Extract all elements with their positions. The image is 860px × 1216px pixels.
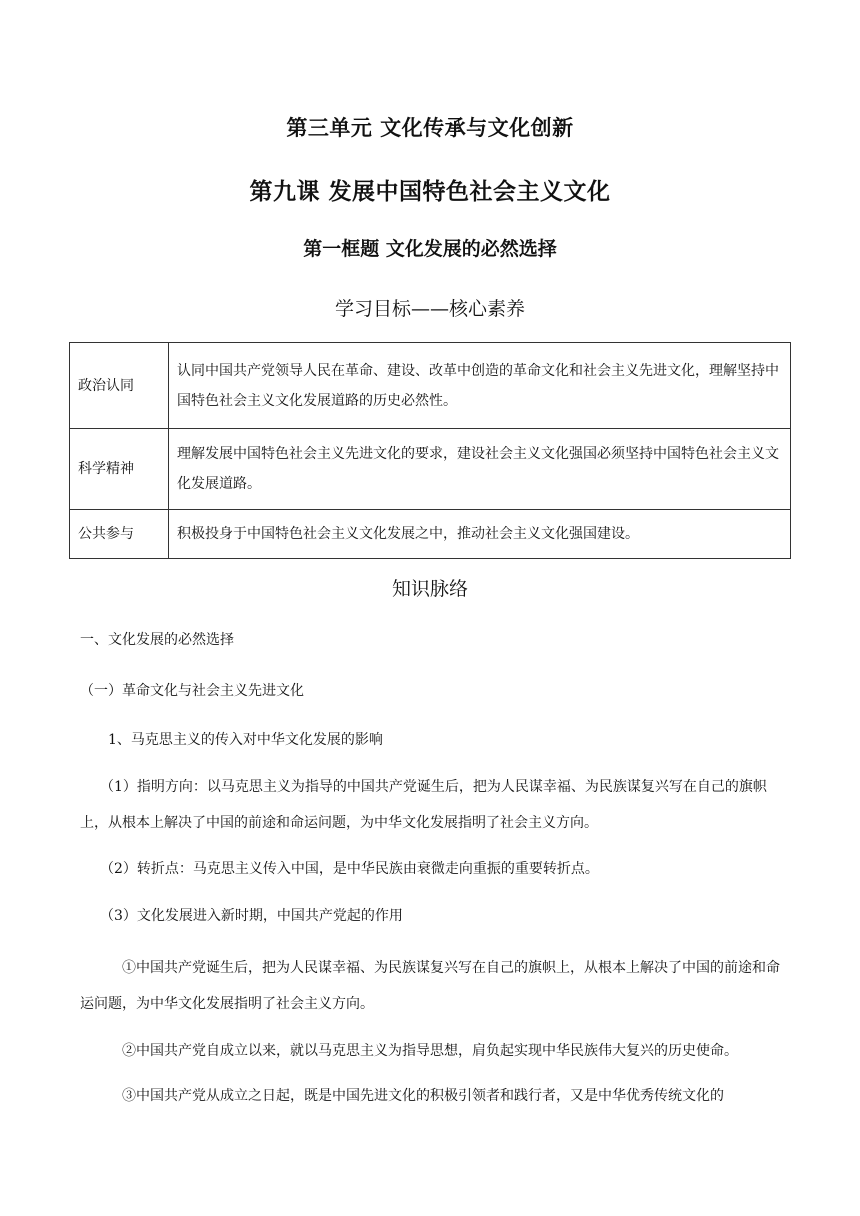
- unit-title: 第三单元 文化传承与文化创新: [286, 115, 574, 140]
- paragraph-item-3: ③中国共产党从成立之日起，既是中国先进文化的积极引领者和践行者，又是中华优秀传统文化的: [122, 1088, 724, 1104]
- table-row: [70, 429, 791, 510]
- knowledge-outline-heading: 知识脉络: [391, 578, 468, 600]
- section-heading-2: （一）革命文化与社会主义先进文化: [80, 683, 304, 699]
- learning-goals-heading: 学习目标——核心素养: [334, 298, 525, 320]
- paragraph-item-2: ②中国共产党自成立以来，就以马克思主义为指导思想，肩负起实现中华民族伟大复兴的历史使命。: [122, 1043, 738, 1059]
- table-row: [70, 343, 791, 429]
- goal-text: 积极投身于中国特色社会主义文化发展之中，推动社会主义文化强国建设。: [169, 510, 791, 559]
- goal-label: 政治认同: [70, 343, 169, 429]
- paragraph-turning-point: （2）转折点：马克思主义传入中国，是中华民族由衰微走向重振的重要转折点。: [100, 861, 599, 877]
- paragraph-direction: （1）指明方向：以马克思主义为指导的中国共产党诞生后，把为人民谋幸福、为民族谋复兴写在自己的旗帜上，从根本上解决了中国的前途和命运问题，为中华文化发展指明了社会主义方向。: [80, 779, 767, 831]
- frame-title: 第一框题 文化发展的必然选择: [303, 238, 557, 260]
- paragraph-item-1: ①中国共产党诞生后，把为人民谋幸福、为民族谋复兴写在自己的旗帜上，从根本上解决了中国的前途和命运问题，为中华文化发展指明了社会主义方向。: [80, 960, 780, 1012]
- goal-label: 科学精神: [70, 429, 169, 510]
- section-heading-3: 1、马克思主义的传入对中华文化发展的影响: [108, 732, 383, 748]
- section-heading-1: 一、文化发展的必然选择: [80, 632, 234, 648]
- goal-text: 认同中国共产党领导人民在革命、建设、改革中创造的革命文化和社会主义先进文化，理解坚持中国特色社会主义文化发展道路的历史必然性。: [169, 343, 791, 429]
- learning-goals-table: [69, 342, 791, 559]
- lesson-title: 第九课 发展中国特色社会主义文化: [249, 178, 611, 205]
- goal-text: 理解发展中国特色社会主义先进文化的要求，建设社会主义文化强国必须坚持中国特色社会主义文化发展道路。: [169, 429, 791, 510]
- paragraph-new-era: （3）文化发展进入新时期，中国共产党起的作用: [100, 908, 403, 924]
- table-row: [70, 510, 791, 559]
- goal-label: 公共参与: [70, 510, 169, 559]
